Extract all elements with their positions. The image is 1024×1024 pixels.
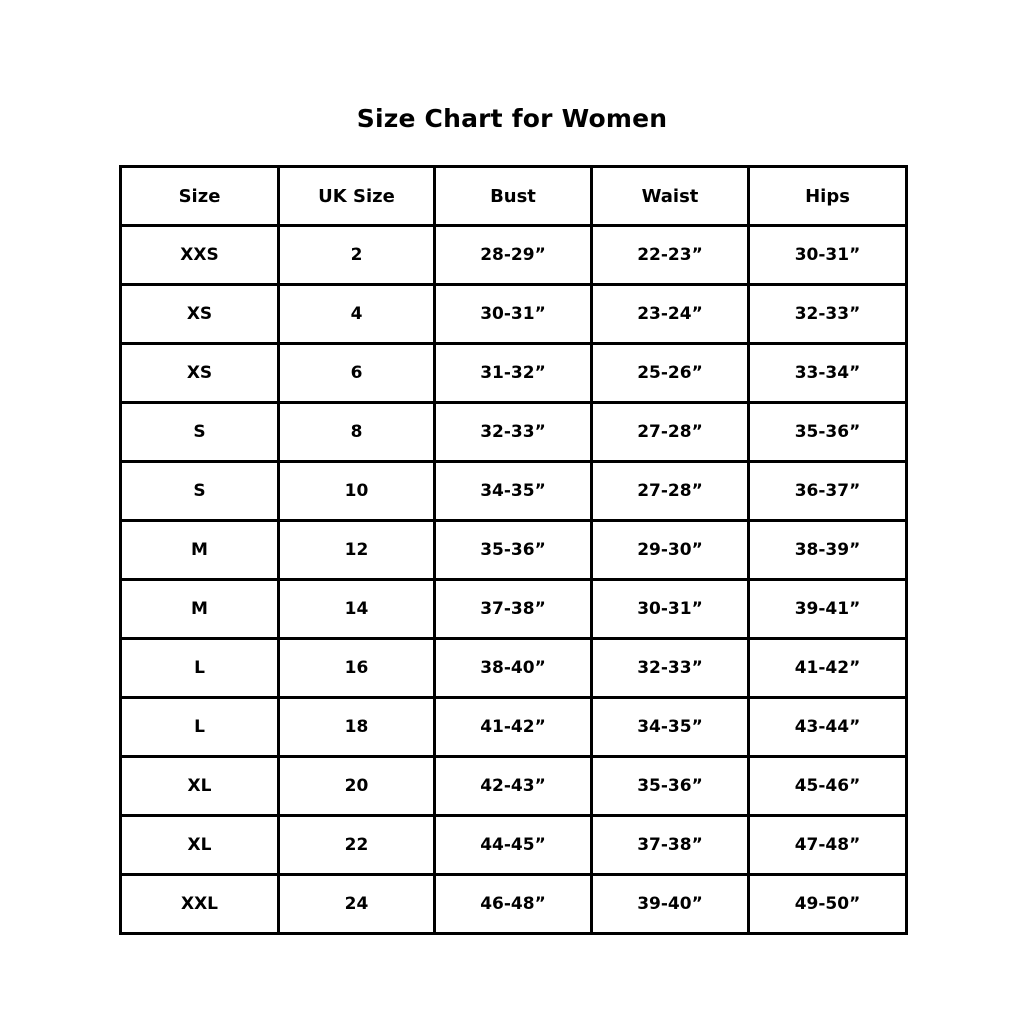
cell-bust: 38-40”: [435, 639, 592, 698]
cell-bust: 46-48”: [435, 875, 592, 934]
cell-hips: 36-37”: [749, 462, 907, 521]
cell-hips: 32-33”: [749, 285, 907, 344]
cell-size: L: [121, 639, 279, 698]
cell-waist: 37-38”: [592, 816, 749, 875]
cell-hips: 38-39”: [749, 521, 907, 580]
cell-uk-size: 20: [279, 757, 435, 816]
cell-size: M: [121, 521, 279, 580]
cell-uk-size: 16: [279, 639, 435, 698]
cell-size: XS: [121, 344, 279, 403]
column-header-hips: Hips: [749, 167, 907, 226]
cell-hips: 39-41”: [749, 580, 907, 639]
cell-uk-size: 12: [279, 521, 435, 580]
cell-waist: 39-40”: [592, 875, 749, 934]
cell-hips: 47-48”: [749, 816, 907, 875]
cell-uk-size: 8: [279, 403, 435, 462]
cell-size: XL: [121, 816, 279, 875]
size-table-container: [119, 165, 905, 935]
column-header-waist: Waist: [592, 167, 749, 226]
cell-waist: 30-31”: [592, 580, 749, 639]
table-row: [121, 639, 907, 698]
cell-hips: 30-31”: [749, 226, 907, 285]
cell-waist: 23-24”: [592, 285, 749, 344]
cell-uk-size: 24: [279, 875, 435, 934]
cell-bust: 31-32”: [435, 344, 592, 403]
cell-bust: 34-35”: [435, 462, 592, 521]
cell-hips: 41-42”: [749, 639, 907, 698]
table-row: [121, 580, 907, 639]
cell-size: M: [121, 580, 279, 639]
cell-waist: 27-28”: [592, 403, 749, 462]
table-row: [121, 403, 907, 462]
cell-bust: 32-33”: [435, 403, 592, 462]
table-row: [121, 521, 907, 580]
cell-waist: 27-28”: [592, 462, 749, 521]
cell-uk-size: 14: [279, 580, 435, 639]
table-row: [121, 698, 907, 757]
table-row: [121, 344, 907, 403]
table-header: [121, 167, 907, 226]
cell-size: XXL: [121, 875, 279, 934]
cell-uk-size: 4: [279, 285, 435, 344]
cell-waist: 25-26”: [592, 344, 749, 403]
cell-bust: 37-38”: [435, 580, 592, 639]
cell-uk-size: 22: [279, 816, 435, 875]
cell-waist: 34-35”: [592, 698, 749, 757]
table-row: [121, 816, 907, 875]
cell-size: S: [121, 403, 279, 462]
cell-hips: 35-36”: [749, 403, 907, 462]
cell-hips: 43-44”: [749, 698, 907, 757]
cell-bust: 44-45”: [435, 816, 592, 875]
column-header-bust: Bust: [435, 167, 592, 226]
cell-bust: 35-36”: [435, 521, 592, 580]
cell-size: XS: [121, 285, 279, 344]
cell-size: XXS: [121, 226, 279, 285]
cell-bust: 28-29”: [435, 226, 592, 285]
column-header-uk-size: UK Size: [279, 167, 435, 226]
column-header-size: Size: [121, 167, 279, 226]
cell-size: L: [121, 698, 279, 757]
cell-hips: 49-50”: [749, 875, 907, 934]
cell-hips: 33-34”: [749, 344, 907, 403]
cell-size: XL: [121, 757, 279, 816]
cell-waist: 22-23”: [592, 226, 749, 285]
size-table: [119, 165, 908, 935]
cell-bust: 41-42”: [435, 698, 592, 757]
table-row: [121, 462, 907, 521]
cell-size: S: [121, 462, 279, 521]
cell-uk-size: 18: [279, 698, 435, 757]
cell-waist: 29-30”: [592, 521, 749, 580]
cell-uk-size: 6: [279, 344, 435, 403]
cell-waist: 35-36”: [592, 757, 749, 816]
table-header-row: [121, 167, 907, 226]
page-title: Size Chart for Women: [356, 104, 668, 133]
cell-uk-size: 10: [279, 462, 435, 521]
table-body: [121, 226, 907, 934]
table-row: [121, 757, 907, 816]
cell-bust: 42-43”: [435, 757, 592, 816]
table-row: [121, 226, 907, 285]
cell-uk-size: 2: [279, 226, 435, 285]
table-row: [121, 285, 907, 344]
table-row: [121, 875, 907, 934]
cell-bust: 30-31”: [435, 285, 592, 344]
cell-hips: 45-46”: [749, 757, 907, 816]
cell-waist: 32-33”: [592, 639, 749, 698]
